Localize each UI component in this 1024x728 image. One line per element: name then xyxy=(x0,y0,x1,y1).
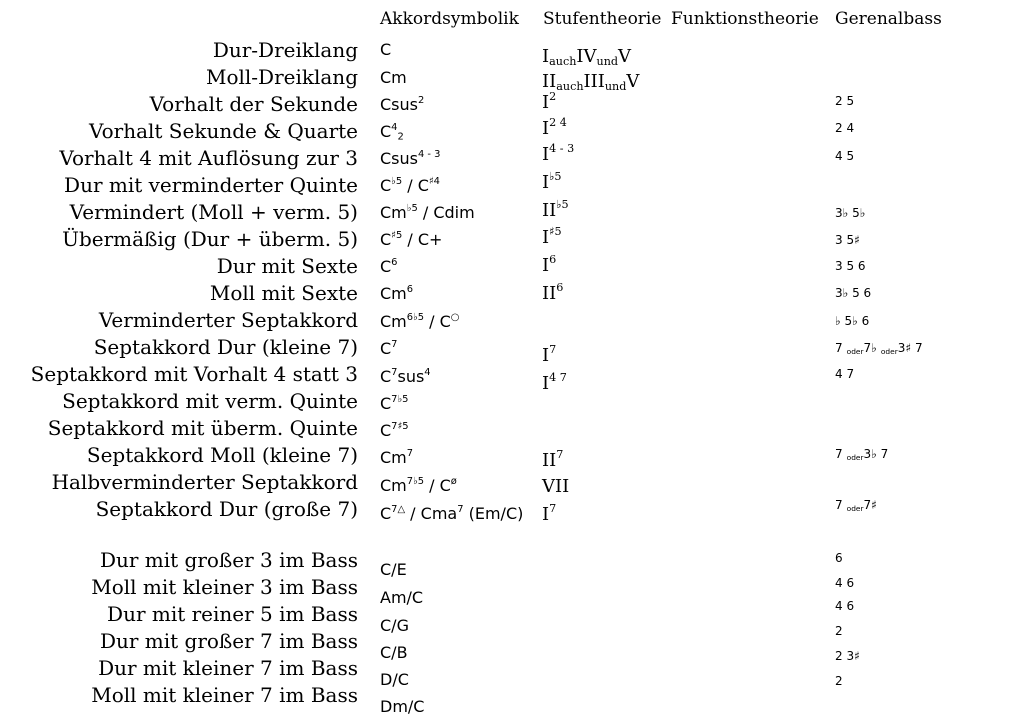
symbol-base: C xyxy=(380,504,392,523)
numeral-note-2: und xyxy=(604,79,627,93)
chord-symbol xyxy=(380,504,523,524)
numeral-superscript: 2 4 xyxy=(549,116,567,130)
numeral-base: II xyxy=(542,200,557,221)
symbol-subscript: 2 xyxy=(397,131,404,143)
bass-chord-symbol: C/E xyxy=(380,560,407,579)
symbol-superscript-2: ○ xyxy=(450,312,460,324)
symbol-base: Cm xyxy=(380,68,407,87)
figure-oder-2: oder xyxy=(880,346,898,356)
symbol-base: C xyxy=(380,176,392,195)
chord-name: Vorhalt der Sekunde xyxy=(149,92,358,116)
bass-generalbass-figure: 4 6 xyxy=(835,576,855,590)
figure-base: 4 7 xyxy=(835,367,855,381)
numeral-alt: III xyxy=(583,71,605,92)
symbol-base: C xyxy=(380,421,392,440)
chord-symbol xyxy=(380,312,459,332)
symbol-superscript: 7♯5 xyxy=(391,421,409,433)
numeral-superscript: 7 xyxy=(549,502,557,516)
symbol-superscript: 4 xyxy=(391,122,398,134)
chord-name: Septakkord Moll (kleine 7) xyxy=(86,443,358,467)
figure-base: 2 5 xyxy=(835,94,855,108)
symbol-base: Cm xyxy=(380,284,407,303)
symbol-base: Cm xyxy=(380,312,407,331)
chord-name: Halbverminderter Septakkord xyxy=(51,470,358,494)
generalbass-figure xyxy=(835,148,854,164)
chord-symbol xyxy=(380,40,391,60)
chord-symbol xyxy=(380,367,431,387)
generalbass-figure xyxy=(835,446,888,462)
symbol-superscript: 7 xyxy=(391,367,398,379)
symbol-middle: / C xyxy=(424,476,451,495)
numeral-base: I xyxy=(542,46,550,67)
symbol-base: Cm xyxy=(380,476,407,495)
numeral-alt-2: V xyxy=(618,46,632,67)
numeral-base: I xyxy=(542,92,550,113)
header-akkordsymbolik: Akkordsymbolik xyxy=(380,9,519,29)
figure-alt: 3♭ 7 xyxy=(863,447,889,461)
bass-generalbass-figure: 2 xyxy=(835,674,843,688)
symbol-superscript: 7♭5 xyxy=(406,476,425,488)
chord-name: Verminderter Septakkord xyxy=(98,308,358,332)
symbol-base: C xyxy=(380,257,392,276)
chord-symbol xyxy=(380,203,475,223)
stufen-numeral xyxy=(542,504,556,526)
numeral-superscript: 6 xyxy=(556,281,564,295)
symbol-superscript: 6 xyxy=(391,257,398,269)
symbol-superscript: ♯5 xyxy=(391,230,403,242)
symbol-middle: sus xyxy=(397,367,425,386)
figure-base: 3 5 6 xyxy=(835,259,866,273)
numeral-superscript: ♭5 xyxy=(549,170,562,184)
numeral-base: I xyxy=(542,504,550,525)
symbol-superscript: ♭5 xyxy=(406,203,418,215)
symbol-end: (Em/C) xyxy=(463,504,524,523)
numeral-superscript: 7 xyxy=(549,343,557,357)
numeral-superscript: ♯5 xyxy=(549,225,562,239)
figure-base: 3♭ 5 6 xyxy=(835,286,872,300)
symbol-superscript: 7♭5 xyxy=(391,394,409,406)
stufen-numeral xyxy=(542,345,556,367)
figure-base: 7 xyxy=(835,498,843,512)
numeral-base: II xyxy=(542,71,557,92)
numeral-base: II xyxy=(542,450,557,471)
numeral-superscript: 4 7 xyxy=(549,371,567,385)
stufen-numeral xyxy=(542,373,567,395)
bass-chord-symbol: Dm/C xyxy=(380,697,425,716)
chord-symbol xyxy=(380,257,397,277)
chord-symbol xyxy=(380,284,413,304)
figure-base: 2 4 xyxy=(835,121,855,135)
stufen-numeral xyxy=(542,283,563,305)
symbol-superscript: 4 - 3 xyxy=(417,149,441,161)
chord-name: Moll-Dreiklang xyxy=(205,65,358,89)
chord-symbol xyxy=(380,394,408,414)
generalbass-figure xyxy=(835,120,854,136)
chord-symbol xyxy=(380,149,440,169)
chord-name: Dur mit Sexte xyxy=(216,254,358,278)
numeral-base: VII xyxy=(542,476,570,497)
stufen-numeral xyxy=(542,476,569,498)
chord-name: Septakkord mit verm. Quinte xyxy=(62,389,358,413)
chord-name: Vorhalt Sekunde & Quarte xyxy=(88,119,358,143)
generalbass-figure xyxy=(835,340,923,356)
stufen-numeral xyxy=(542,172,562,194)
generalbass-figure xyxy=(835,366,854,382)
chord-symbol xyxy=(380,476,457,496)
chord-symbol xyxy=(380,122,404,142)
figure-alt: 7♭ xyxy=(863,341,877,355)
symbol-superscript-2: ♯4 xyxy=(428,176,440,188)
chord-symbol xyxy=(380,95,424,115)
stufen-numeral xyxy=(542,92,556,114)
stufen-numeral xyxy=(542,255,556,277)
bass-chord-name: Dur mit reiner 5 im Bass xyxy=(107,602,358,626)
symbol-middle: / C xyxy=(424,312,451,331)
chord-symbol xyxy=(380,448,413,468)
chord-name: Dur mit verminderter Quinte xyxy=(64,173,358,197)
chord-name: Septakkord Dur (kleine 7) xyxy=(93,335,358,359)
bass-chord-name: Moll mit kleiner 7 im Bass xyxy=(91,683,358,707)
bass-chord-name: Dur mit großer 7 im Bass xyxy=(99,629,358,653)
numeral-base: I xyxy=(542,373,550,394)
stufen-numeral xyxy=(542,46,631,68)
numeral-base: I xyxy=(542,255,550,276)
figure-alt: 7♯ xyxy=(863,498,877,512)
numeral-note-2: und xyxy=(596,54,619,68)
symbol-superscript-2: 4 xyxy=(424,367,431,379)
figure-oder: oder xyxy=(846,346,864,356)
figure-oder: oder xyxy=(846,503,864,513)
symbol-superscript: 7 xyxy=(391,339,398,351)
header-stufentheorie: Stufentheorie xyxy=(543,9,662,29)
symbol-middle: / Cdim xyxy=(417,203,475,222)
header-generalbass: Gerenalbass xyxy=(835,9,942,29)
stufen-numeral xyxy=(542,200,569,222)
chord-symbol xyxy=(380,421,409,441)
chord-symbol xyxy=(380,176,440,196)
stufen-numeral xyxy=(542,118,567,140)
symbol-base: Csus xyxy=(380,149,418,168)
figure-alt-2: 3♯ 7 xyxy=(897,341,923,355)
bass-generalbass-figure: 6 xyxy=(835,551,843,565)
numeral-superscript: 4 - 3 xyxy=(549,142,575,156)
symbol-base: Cm xyxy=(380,448,407,467)
symbol-base: C xyxy=(380,394,392,413)
stufen-numeral xyxy=(542,144,574,166)
numeral-alt: IV xyxy=(576,46,597,67)
figure-base: 7 xyxy=(835,447,843,461)
numeral-superscript: 7 xyxy=(556,448,564,462)
symbol-base: C xyxy=(380,339,392,358)
chord-name: Septakkord mit Vorhalt 4 statt 3 xyxy=(30,362,358,386)
stufen-numeral xyxy=(542,227,562,249)
symbol-superscript-2: 7 xyxy=(457,504,464,516)
symbol-base: C xyxy=(380,230,392,249)
symbol-middle: / C+ xyxy=(402,230,443,249)
generalbass-figure xyxy=(835,205,865,221)
header-funktionstheorie: Funktionstheorie xyxy=(671,9,819,29)
generalbass-figure xyxy=(835,93,854,109)
figure-oder: oder xyxy=(846,452,864,462)
numeral-base: I xyxy=(542,144,550,165)
symbol-superscript: 6 xyxy=(406,284,414,296)
bass-chord-name: Moll mit kleiner 3 im Bass xyxy=(91,575,358,599)
numeral-base: I xyxy=(542,172,550,193)
generalbass-figure xyxy=(835,313,869,329)
bass-generalbass-figure: 4 6 xyxy=(835,599,855,613)
bass-generalbass-figure: 2 3♯ xyxy=(835,649,860,663)
bass-chord-symbol: C/G xyxy=(380,616,409,635)
numeral-note: auch xyxy=(549,54,577,68)
bass-generalbass-figure: 2 xyxy=(835,624,843,638)
chord-name: Moll mit Sexte xyxy=(209,281,358,305)
generalbass-figure xyxy=(835,258,866,274)
symbol-superscript-2: ø xyxy=(450,476,457,488)
chord-symbol xyxy=(380,68,407,88)
symbol-base: C xyxy=(380,40,392,59)
generalbass-figure xyxy=(835,232,860,248)
numeral-base: II xyxy=(542,283,557,304)
figure-base: ♭ 5♭ 6 xyxy=(835,314,870,328)
symbol-superscript: 7△ xyxy=(391,504,406,516)
figure-base: 3♭ 5♭ xyxy=(835,206,866,220)
generalbass-figure xyxy=(835,285,871,301)
numeral-note: auch xyxy=(556,79,584,93)
bass-chord-symbol: C/B xyxy=(380,643,408,662)
symbol-base: C xyxy=(380,122,392,141)
numeral-superscript: 6 xyxy=(549,253,557,267)
figure-base: 7 xyxy=(835,341,843,355)
generalbass-figure xyxy=(835,497,877,513)
bass-chord-name: Dur mit kleiner 7 im Bass xyxy=(98,656,358,680)
numeral-alt-2: V xyxy=(626,71,640,92)
chord-symbol xyxy=(380,230,442,250)
stufen-numeral xyxy=(542,450,563,472)
bass-chord-name: Dur mit großer 3 im Bass xyxy=(99,548,358,572)
figure-base: 3 5♯ xyxy=(835,233,860,247)
chord-name: Übermäßig (Dur + überm. 5) xyxy=(62,227,358,251)
figure-base: 4 5 xyxy=(835,149,855,163)
numeral-base: I xyxy=(542,227,550,248)
symbol-middle: / C xyxy=(402,176,429,195)
numeral-base: I xyxy=(542,118,550,139)
symbol-middle: / Cma xyxy=(405,504,458,523)
numeral-superscript: 2 xyxy=(549,90,557,104)
symbol-base: Csus xyxy=(380,95,418,114)
chord-name: Vorhalt 4 mit Auflösung zur 3 xyxy=(59,146,358,170)
symbol-base: C xyxy=(380,367,392,386)
symbol-superscript: 7 xyxy=(406,448,414,460)
chord-symbol xyxy=(380,339,397,359)
symbol-base: Cm xyxy=(380,203,407,222)
chord-name: Septakkord mit überm. Quinte xyxy=(47,416,358,440)
symbol-superscript: 2 xyxy=(417,95,425,107)
chord-name: Vermindert (Moll + verm. 5) xyxy=(69,200,358,224)
stufen-numeral xyxy=(542,71,639,93)
numeral-base: I xyxy=(542,345,550,366)
symbol-superscript: 6♭5 xyxy=(406,312,425,324)
symbol-superscript: ♭5 xyxy=(391,176,403,188)
chord-name: Dur-Dreiklang xyxy=(212,38,358,62)
chord-name: Septakkord Dur (große 7) xyxy=(95,497,358,521)
numeral-superscript: ♭5 xyxy=(556,198,569,212)
bass-chord-symbol: Am/C xyxy=(380,588,424,607)
bass-chord-symbol: D/C xyxy=(380,670,409,689)
